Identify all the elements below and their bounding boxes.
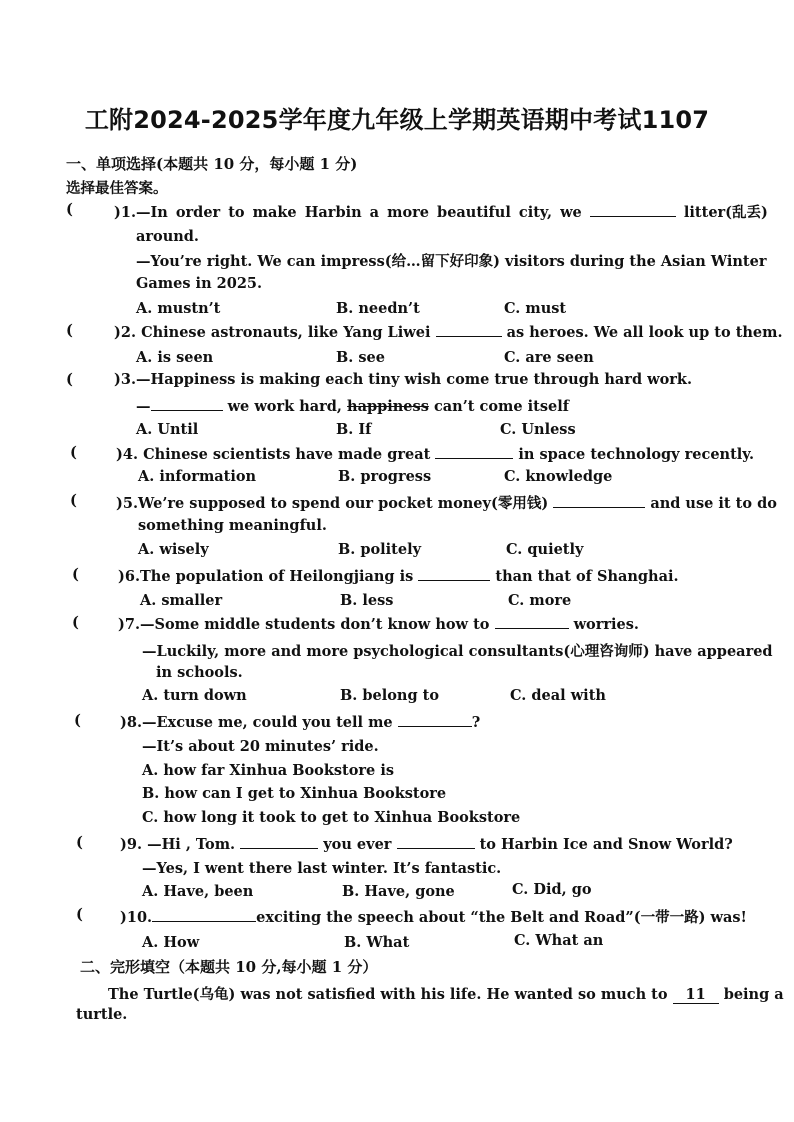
q2-text-a: Chinese astronauts, like Yang Liwei [141, 324, 431, 341]
q3-text-e: can’t come itself [433, 398, 569, 415]
q6-text-a: The population of Heilongjiang is [140, 568, 414, 585]
q1-option-b[interactable]: B. needn’t [336, 300, 420, 317]
q2-option-b[interactable]: B. see [336, 349, 385, 366]
q8-line1 [120, 712, 480, 731]
q1-text-b: litter(乱丢) [683, 204, 768, 221]
q3-blank[interactable] [151, 396, 223, 411]
q5-line1 [116, 492, 777, 513]
q9-text-a: —Hi , Tom. [147, 836, 236, 853]
cloze-text-a: The Turtle(乌龟) was not satisfied with his life. He wanted so much to [108, 986, 668, 1003]
cloze-blank-11[interactable]: 11 [673, 986, 719, 1004]
q9-number: )9. [120, 836, 142, 853]
q8-option-c[interactable]: C. how long it took to get to Xinhua Bookstore [142, 809, 521, 826]
q3-option-c[interactable]: C. Unless [500, 421, 576, 438]
q2-blank[interactable] [436, 322, 502, 337]
q8-blank[interactable] [398, 712, 472, 727]
cloze-text-b: being a [723, 986, 784, 1003]
q4-text-b: in space technology recently. [518, 446, 755, 463]
answer-paren-q9: ( [76, 834, 83, 851]
q10-blank[interactable] [152, 907, 256, 922]
q8-text-c: —It’s about 20 minutes’ ride. [142, 738, 379, 755]
exam-title: 工附2024-2025学年度九年级上学期英语期中考试1107 [84, 106, 710, 134]
q1-line1 [114, 201, 768, 222]
q9-blank-2[interactable] [397, 834, 475, 849]
q1-text-a: —In order to make Harbin a more beautiful city, we [136, 204, 582, 221]
q1-text-d: —You’re right. We can impress(给…留下好印象) visitors during the Asian Winter [136, 253, 767, 270]
q5-option-a[interactable]: A. wisely [138, 541, 209, 558]
q9-text-d: —Yes, I went there last winter. It’s fantastic. [142, 860, 502, 877]
q1-option-c[interactable]: C. must [504, 300, 567, 317]
answer-paren-q5: ( [70, 492, 77, 509]
q8-option-b[interactable]: B. how can I get to Xinhua Bookstore [142, 785, 447, 802]
q6-number: )6. [118, 568, 140, 585]
q3-text-b: — [136, 398, 151, 415]
q3-option-b[interactable]: B. If [336, 421, 372, 438]
q3-line1 [114, 371, 692, 388]
q9-option-a[interactable]: A. Have, been [142, 883, 254, 900]
answer-paren-q4: ( [70, 444, 77, 461]
q7-text-a: —Some middle students don’t know how to [140, 616, 490, 633]
q7-text-c: —Luckily, more and more psychological consultants(心理咨询师) have appeared [142, 643, 773, 660]
q6-text-b: than that of Shanghai. [495, 568, 679, 585]
q9-option-c[interactable]: C. Did, go [512, 881, 592, 898]
section1-instruction: 选择最佳答案。 [66, 180, 168, 197]
q6-line1 [118, 566, 679, 585]
answer-paren-q7: ( [72, 614, 79, 631]
q3-text-a: —Happiness is making each tiny wish come true through hard work. [136, 371, 693, 388]
q5-blank[interactable] [553, 493, 645, 508]
q6-option-a[interactable]: A. smaller [140, 592, 223, 609]
q9-line1 [120, 834, 733, 853]
q10-number: )10. [120, 909, 153, 926]
q3-line2 [136, 396, 569, 415]
q8-text-b: ? [471, 714, 481, 731]
q4-option-c[interactable]: C. knowledge [504, 468, 613, 485]
q9-text-c: to Harbin Ice and Snow World? [479, 836, 733, 853]
answer-paren-q8: ( [74, 712, 81, 729]
answer-paren-q1: ( [66, 201, 73, 218]
q1-text-e: Games in 2025. [136, 275, 263, 292]
cloze-line1 [108, 983, 784, 1004]
q7-number: )7. [118, 616, 140, 633]
q9-option-b[interactable]: B. Have, gone [342, 883, 455, 900]
q2-text-b: as heroes. We all look up to them. [506, 324, 783, 341]
q7-line1 [118, 614, 639, 633]
answer-paren-q3: ( [66, 371, 73, 388]
q4-line1 [116, 444, 754, 463]
q1-number: )1. [114, 204, 136, 221]
section2-heading: 二、完形填空（本题共 10 分,每小题 1 分） [80, 958, 378, 976]
q5-text-b: and use it to do [650, 495, 777, 512]
q4-text-a: Chinese scientists have made great [143, 446, 431, 463]
q2-line1 [114, 322, 783, 341]
q6-option-c[interactable]: C. more [508, 592, 572, 609]
q4-blank[interactable] [435, 444, 513, 459]
q5-text-c: something meaningful. [138, 517, 327, 534]
q6-blank[interactable] [418, 566, 490, 581]
q5-option-c[interactable]: C. quietly [506, 541, 584, 558]
q7-blank[interactable] [495, 614, 569, 629]
q10-option-c[interactable]: C. What an [514, 932, 604, 949]
q1-option-a[interactable]: A. mustn’t [136, 300, 221, 317]
q7-text-b: worries. [573, 616, 639, 633]
q3-number: )3. [114, 371, 136, 388]
q10-option-a[interactable]: A. How [142, 934, 200, 951]
q5-option-b[interactable]: B. politely [338, 541, 422, 558]
q2-number: )2. [114, 324, 136, 341]
q10-option-b[interactable]: B. What [344, 934, 410, 951]
answer-paren-q2: ( [66, 322, 73, 339]
q2-option-a[interactable]: A. is seen [136, 349, 214, 366]
cloze-text-c: turtle. [76, 1006, 128, 1023]
q9-text-b: you ever [323, 836, 392, 853]
q6-option-b[interactable]: B. less [340, 592, 394, 609]
q7-text-d: in schools. [156, 664, 243, 681]
q5-number: )5. [116, 495, 138, 512]
q10-line1 [120, 906, 747, 927]
q10-text-a: exciting the speech about “the Belt and Road”(一带一路) was! [256, 909, 747, 926]
q9-blank-1[interactable] [240, 834, 318, 849]
q4-number: )4. [116, 446, 138, 463]
q1-blank[interactable] [590, 202, 676, 217]
q4-option-b[interactable]: B. progress [338, 468, 432, 485]
answer-paren-q6: ( [72, 566, 79, 583]
q8-number: )8. [120, 714, 142, 731]
q3-text-c: we work hard, [227, 398, 342, 415]
q7-option-a[interactable]: A. turn down [142, 687, 247, 704]
answer-paren-q10: ( [76, 906, 83, 923]
q7-option-c[interactable]: C. deal with [510, 687, 606, 704]
q4-option-a[interactable]: A. information [138, 468, 257, 485]
section1-heading: 一、单项选择(本题共 10 分，每小题 1 分) [66, 155, 358, 173]
q3-strikethrough-word: happiness [347, 398, 429, 415]
q8-option-a[interactable]: A. how far Xinhua Bookstore is [142, 762, 395, 779]
q2-option-c[interactable]: C. are seen [504, 349, 594, 366]
q1-text-c: around. [136, 228, 199, 245]
q8-text-a: —Excuse me, could you tell me [142, 714, 393, 731]
q5-text-a: We’re supposed to spend our pocket money(零用钱) [138, 495, 549, 512]
q3-option-a[interactable]: A. Until [136, 421, 199, 438]
q7-option-b[interactable]: B. belong to [340, 687, 439, 704]
